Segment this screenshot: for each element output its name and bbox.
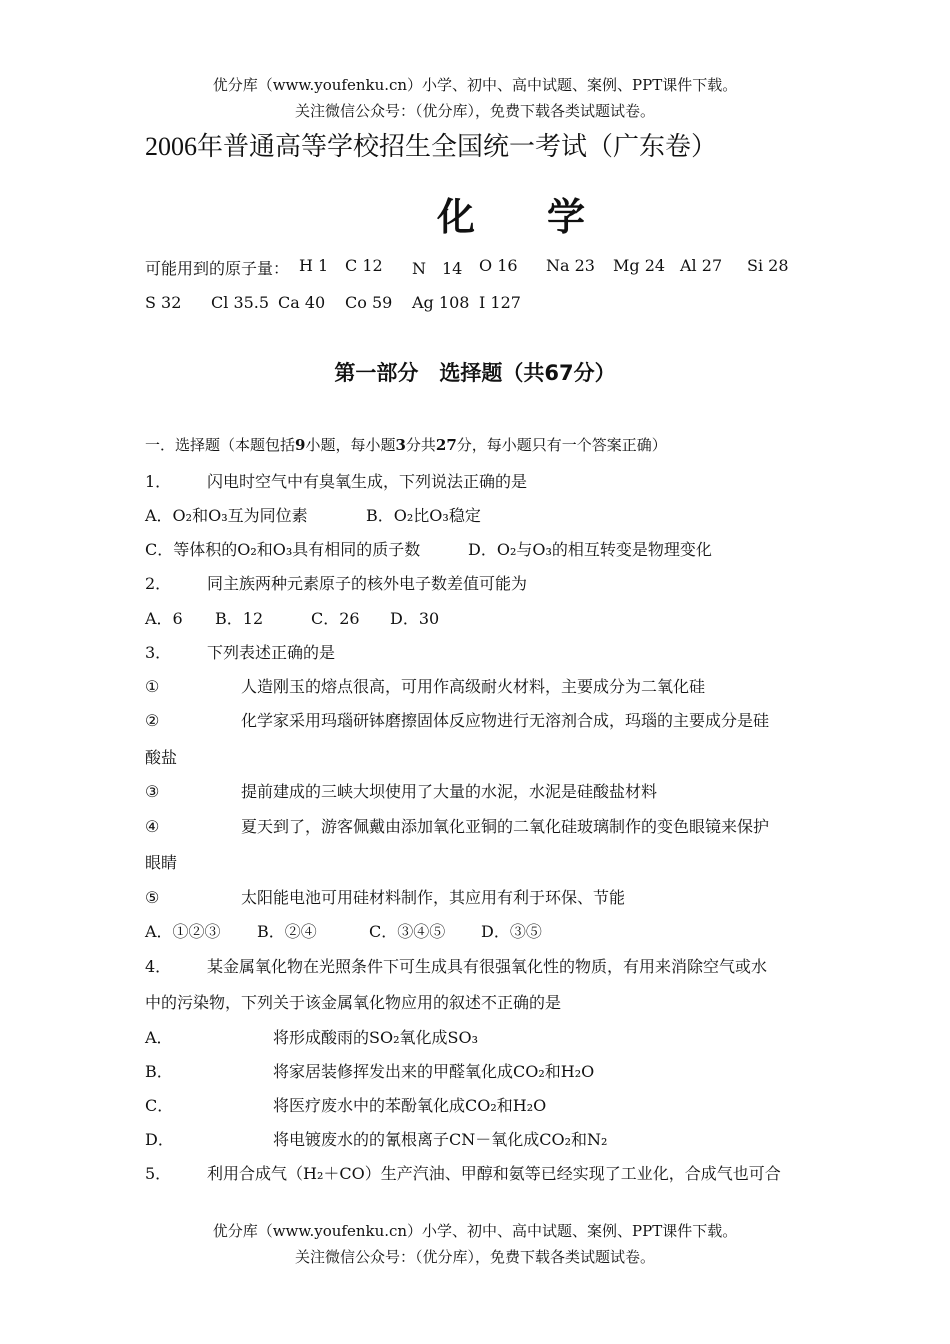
option-letter: C． bbox=[145, 1096, 174, 1115]
question-2-stem bbox=[145, 571, 527, 594]
mass-n: N 14 bbox=[412, 259, 463, 278]
statement-5 bbox=[145, 885, 625, 908]
question-5-stem bbox=[145, 1161, 781, 1184]
question-text: 同主族两种元素原子的核外电子数差值可能为 bbox=[207, 574, 528, 593]
question-3-option-a: A．①②③ bbox=[145, 922, 221, 941]
footer-line-1: 优分库（www.youfenku.cn）小学、初中、高中试题、案例、PPT课件下载。 bbox=[212, 1222, 738, 1240]
question-2-option-d: D．30 bbox=[390, 609, 440, 628]
intro-text-a: 一．选择题（本题包括 bbox=[145, 436, 296, 454]
question-1-option-a: A．O₂和O₃互为同位素 bbox=[145, 506, 308, 525]
statement-2 bbox=[145, 708, 769, 731]
question-number: 4． bbox=[145, 957, 172, 976]
mass-na: Na 23 bbox=[546, 256, 595, 275]
mass-o: O 16 bbox=[479, 256, 518, 275]
header-line-2: 关注微信公众号：（优分库），免费下载各类试题试卷。 bbox=[294, 102, 655, 120]
question-1-option-c: C．等体积的O₂和O₃具有相同的质子数 bbox=[145, 540, 421, 559]
statement-2-continued: 酸盐 bbox=[145, 748, 178, 767]
intro-text-b: 小题，每小题 bbox=[305, 436, 396, 454]
statement-text: 夏天到了，游客佩戴由添加氧化亚铜的二氧化硅玻璃制作的变色眼镜来保护 bbox=[241, 817, 770, 836]
statement-text: 太阳能电池可用硅材料制作，其应用有利于环保、节能 bbox=[241, 888, 626, 907]
mass-cl: Cl 35.5 bbox=[211, 293, 270, 312]
exam-title: 2006年普通高等学校招生全国统一考试（广东卷） bbox=[145, 132, 718, 161]
statement-mark: ① bbox=[145, 677, 160, 696]
question-3-option-d: D．③⑤ bbox=[481, 922, 542, 941]
mass-mg: Mg 24 bbox=[613, 256, 666, 275]
subject-title: 化学 bbox=[436, 195, 657, 239]
question-1-option-b: B．O₂比O₃稳定 bbox=[366, 506, 481, 525]
mass-s: S 32 bbox=[145, 293, 182, 312]
statement-text: 化学家采用玛瑙研钵磨擦固体反应物进行无溶剂合成，玛瑙的主要成分是硅 bbox=[241, 711, 770, 730]
option-letter: B． bbox=[145, 1062, 173, 1081]
option-text: 将家居装修挥发出来的甲醛氧化成CO₂和H₂O bbox=[273, 1062, 595, 1081]
intro-points-each: 3 bbox=[395, 436, 406, 454]
atomic-mass-label: 可能用到的原子量： bbox=[145, 259, 290, 278]
statement-mark: ③ bbox=[145, 782, 160, 801]
question-4-option-c bbox=[145, 1093, 546, 1116]
question-3-option-b: B．②④ bbox=[257, 922, 317, 941]
mass-co: Co 59 bbox=[345, 293, 393, 312]
question-text: 下列表述正确的是 bbox=[207, 643, 336, 662]
intro-points-total: 27 bbox=[435, 436, 457, 454]
intro-text-d: 分，每小题只有一个答案正确） bbox=[456, 436, 667, 454]
question-4-option-a bbox=[145, 1025, 478, 1048]
mass-al: Al 27 bbox=[680, 256, 723, 275]
intro-count: 9 bbox=[295, 436, 306, 454]
question-number: 3． bbox=[145, 643, 172, 662]
section-title: 第一部分 选择题（共67分） bbox=[334, 361, 616, 385]
option-letter: D． bbox=[145, 1130, 174, 1149]
statement-mark: ② bbox=[145, 711, 160, 730]
statement-3 bbox=[145, 779, 657, 802]
mass-h: H 1 bbox=[299, 256, 329, 275]
statement-4-continued: 眼睛 bbox=[145, 853, 178, 872]
option-text: 将电镀废水的的氰根离子CN－氧化成CO₂和N₂ bbox=[273, 1130, 608, 1149]
statement-mark: ④ bbox=[145, 817, 160, 836]
footer-line-2: 关注微信公众号：（优分库），免费下载各类试题试卷。 bbox=[294, 1248, 655, 1266]
mass-c: C 12 bbox=[345, 256, 383, 275]
statement-1 bbox=[145, 674, 705, 697]
option-letter: A． bbox=[145, 1028, 173, 1047]
question-2-option-a: A．6 bbox=[145, 609, 183, 628]
atomic-mass-values-1 bbox=[0, 256, 950, 278]
question-4-option-d bbox=[145, 1127, 607, 1150]
question-4-stem-continued: 中的污染物，下列关于该金属氧化物应用的叙述不正确的是 bbox=[145, 993, 562, 1012]
question-text: 闪电时空气中有臭氧生成，下列说法正确的是 bbox=[207, 472, 528, 491]
mass-i: I 127 bbox=[479, 293, 521, 312]
question-2-option-c: C．26 bbox=[311, 609, 360, 628]
question-3-option-c: C．③④⑤ bbox=[369, 922, 446, 941]
question-number: 1． bbox=[145, 472, 172, 491]
question-text: 利用合成气（H₂＋CO）生产汽油、甲醇和氨等已经实现了工业化，合成气也可合 bbox=[207, 1164, 781, 1183]
question-1-option-d: D．O₂与O₃的相互转变是物理变化 bbox=[468, 540, 712, 559]
question-number: 2． bbox=[145, 574, 172, 593]
question-4-option-b bbox=[145, 1059, 594, 1082]
statement-4 bbox=[145, 814, 769, 837]
question-3-stem bbox=[145, 640, 335, 663]
statement-mark: ⑤ bbox=[145, 888, 160, 907]
question-text: 某金属氧化物在光照条件下可生成具有很强氧化性的物质，有用来消除空气或水 bbox=[207, 957, 768, 976]
header-line-1: 优分库（www.youfenku.cn）小学、初中、高中试题、案例、PPT课件下载。 bbox=[212, 76, 738, 94]
statement-text: 人造刚玉的熔点很高，可用作高级耐火材料，主要成分为二氧化硅 bbox=[241, 677, 706, 696]
question-2-option-b: B．12 bbox=[215, 609, 264, 628]
mass-si: Si 28 bbox=[747, 256, 789, 275]
statement-text: 提前建成的三峡大坝使用了大量的水泥，水泥是硅酸盐材料 bbox=[241, 782, 658, 801]
intro-text-c: 分共 bbox=[405, 436, 436, 454]
option-text: 将形成酸雨的SO₂氧化成SO₃ bbox=[273, 1028, 478, 1047]
mass-ca: Ca 40 bbox=[278, 293, 326, 312]
atomic-mass-values-2 bbox=[0, 293, 950, 315]
question-1-stem bbox=[145, 469, 527, 492]
question-number: 5． bbox=[145, 1164, 172, 1183]
part1-intro bbox=[145, 434, 667, 455]
option-text: 将医疗废水中的苯酚氧化成CO₂和H₂O bbox=[273, 1096, 547, 1115]
question-4-stem bbox=[145, 954, 767, 977]
mass-ag: Ag 108 bbox=[412, 293, 470, 312]
